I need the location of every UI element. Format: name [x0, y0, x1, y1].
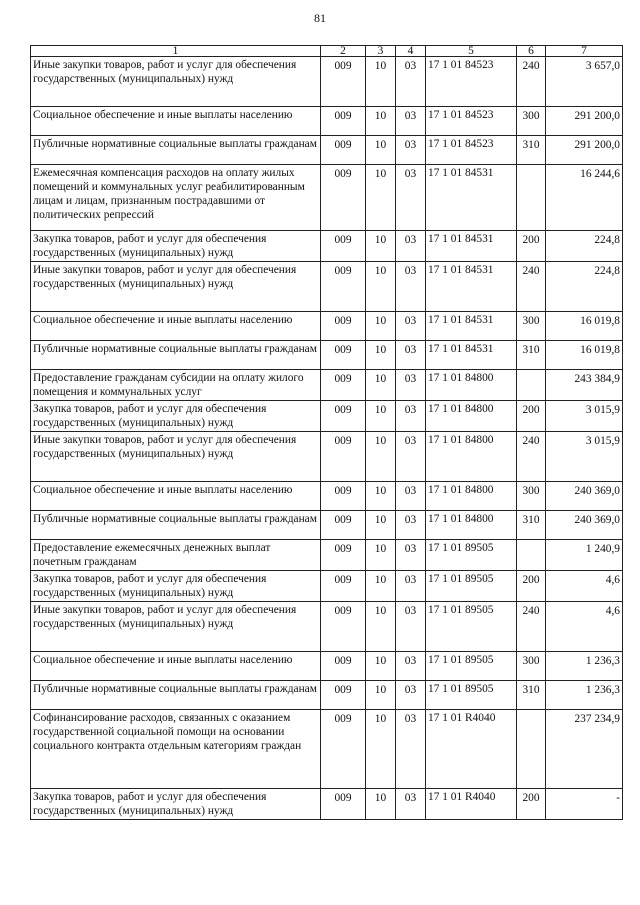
table-row — [31, 165, 623, 231]
header-col-2: 2 — [321, 46, 366, 57]
row-col-2: 009 — [321, 341, 366, 370]
row-col-6: 200 — [517, 789, 546, 820]
row-description: Закупка товаров, работ и услуг для обеспечения государственных (муниципальных) нужд — [31, 401, 321, 432]
row-col-6 — [517, 710, 546, 789]
row-col-5: 17 1 01 89505 — [426, 571, 517, 602]
row-col-7: 291 200,0 — [546, 136, 623, 165]
row-col-2: 009 — [321, 602, 366, 652]
row-col-3: 10 — [366, 107, 396, 136]
table-row — [31, 341, 623, 370]
row-description: Социальное обеспечение и иные выплаты населению — [31, 482, 321, 511]
row-col-2: 009 — [321, 432, 366, 482]
row-col-4: 03 — [396, 136, 426, 165]
row-col-7: 16 019,8 — [546, 312, 623, 341]
row-col-6: 300 — [517, 482, 546, 511]
header-col-3: 3 — [366, 46, 396, 57]
row-col-2: 009 — [321, 312, 366, 341]
header-col-7: 7 — [546, 46, 623, 57]
row-col-5: 17 1 01 R4040 — [426, 710, 517, 789]
row-description: Социальное обеспечение и иные выплаты населению — [31, 107, 321, 136]
table-row — [31, 231, 623, 262]
row-col-3: 10 — [366, 341, 396, 370]
row-col-2: 009 — [321, 401, 366, 432]
row-col-7: 240 369,0 — [546, 482, 623, 511]
row-col-5: 17 1 01 89505 — [426, 602, 517, 652]
table-row — [31, 432, 623, 482]
budget-table — [30, 45, 623, 820]
row-col-4: 03 — [396, 789, 426, 820]
row-col-2: 009 — [321, 511, 366, 540]
row-col-4: 03 — [396, 710, 426, 789]
row-col-2: 009 — [321, 652, 366, 681]
row-col-2: 009 — [321, 789, 366, 820]
row-description: Иные закупки товаров, работ и услуг для обеспечения государственных (муниципальных) нужд — [31, 432, 321, 482]
table-row — [31, 681, 623, 710]
row-col-6: 310 — [517, 681, 546, 710]
table-row — [31, 136, 623, 165]
row-col-3: 10 — [366, 482, 396, 511]
table-row — [31, 312, 623, 341]
row-col-2: 009 — [321, 681, 366, 710]
row-col-6: 310 — [517, 341, 546, 370]
row-col-5: 17 1 01 84523 — [426, 57, 517, 107]
row-col-4: 03 — [396, 165, 426, 231]
header-col-4: 4 — [396, 46, 426, 57]
row-col-6: 300 — [517, 312, 546, 341]
row-description: Публичные нормативные социальные выплаты гражданам — [31, 681, 321, 710]
row-col-4: 03 — [396, 540, 426, 571]
row-col-3: 10 — [366, 432, 396, 482]
row-col-2: 009 — [321, 482, 366, 511]
row-col-6 — [517, 370, 546, 401]
row-col-2: 009 — [321, 165, 366, 231]
row-description: Софинансирование расходов, связанных с оказанием государственной социальной помощи на основании социального контракта отдельным категориям граждан — [31, 710, 321, 789]
row-col-3: 10 — [366, 681, 396, 710]
row-col-2: 009 — [321, 231, 366, 262]
row-col-5: 17 1 01 84800 — [426, 432, 517, 482]
row-col-4: 03 — [396, 107, 426, 136]
row-col-5: 17 1 01 89505 — [426, 652, 517, 681]
row-col-7: 3 657,0 — [546, 57, 623, 107]
row-col-6: 200 — [517, 571, 546, 602]
row-description: Иные закупки товаров, работ и услуг для обеспечения государственных (муниципальных) нужд — [31, 262, 321, 312]
table-row — [31, 401, 623, 432]
table-body — [31, 57, 623, 820]
row-col-4: 03 — [396, 231, 426, 262]
table-row — [31, 571, 623, 602]
row-col-7: 16 019,8 — [546, 341, 623, 370]
row-description: Закупка товаров, работ и услуг для обеспечения государственных (муниципальных) нужд — [31, 231, 321, 262]
row-col-4: 03 — [396, 262, 426, 312]
row-col-4: 03 — [396, 401, 426, 432]
row-col-3: 10 — [366, 401, 396, 432]
row-col-6: 310 — [517, 136, 546, 165]
row-col-3: 10 — [366, 540, 396, 571]
row-description: Социальное обеспечение и иные выплаты населению — [31, 652, 321, 681]
row-col-7: 1 236,3 — [546, 681, 623, 710]
row-col-3: 10 — [366, 231, 396, 262]
row-col-4: 03 — [396, 571, 426, 602]
row-col-7: 224,8 — [546, 262, 623, 312]
row-col-6 — [517, 540, 546, 571]
table-row — [31, 482, 623, 511]
row-col-2: 009 — [321, 370, 366, 401]
page-number: 81 — [314, 11, 326, 25]
row-description: Публичные нормативные социальные выплаты гражданам — [31, 511, 321, 540]
row-col-5: 17 1 01 84531 — [426, 165, 517, 231]
table-row — [31, 602, 623, 652]
row-col-5: 17 1 01 84800 — [426, 482, 517, 511]
row-col-5: 17 1 01 84800 — [426, 401, 517, 432]
header-col-1: 1 — [31, 46, 321, 57]
row-col-7: 243 384,9 — [546, 370, 623, 401]
table-row — [31, 107, 623, 136]
row-col-7: 1 240,9 — [546, 540, 623, 571]
row-col-3: 10 — [366, 710, 396, 789]
row-col-5: 17 1 01 84800 — [426, 511, 517, 540]
row-description: Ежемесячная компенсация расходов на оплату жилых помещений и коммунальных услуг реабилитированным лицам и лицам, признанным пострадавшими от политических репрессий — [31, 165, 321, 231]
row-col-6: 240 — [517, 432, 546, 482]
row-col-3: 10 — [366, 262, 396, 312]
row-col-2: 009 — [321, 107, 366, 136]
row-col-4: 03 — [396, 57, 426, 107]
row-description: Социальное обеспечение и иные выплаты населению — [31, 312, 321, 341]
row-col-3: 10 — [366, 652, 396, 681]
row-col-4: 03 — [396, 432, 426, 482]
row-col-6: 240 — [517, 57, 546, 107]
row-col-5: 17 1 01 84523 — [426, 107, 517, 136]
row-description: Предоставление ежемесячных денежных выплат почетным гражданам — [31, 540, 321, 571]
row-description: Публичные нормативные социальные выплаты гражданам — [31, 136, 321, 165]
row-col-6 — [517, 165, 546, 231]
row-col-3: 10 — [366, 511, 396, 540]
row-col-7: 240 369,0 — [546, 511, 623, 540]
row-col-3: 10 — [366, 136, 396, 165]
row-description: Предоставление гражданам субсидии на оплату жилого помещения и коммунальных услуг — [31, 370, 321, 401]
row-col-7: 3 015,9 — [546, 401, 623, 432]
row-description: Публичные нормативные социальные выплаты гражданам — [31, 341, 321, 370]
row-description: Закупка товаров, работ и услуг для обеспечения государственных (муниципальных) нужд — [31, 571, 321, 602]
row-col-2: 009 — [321, 57, 366, 107]
row-col-5: 17 1 01 84531 — [426, 262, 517, 312]
row-col-7: 291 200,0 — [546, 107, 623, 136]
row-col-6: 300 — [517, 652, 546, 681]
row-col-4: 03 — [396, 370, 426, 401]
row-col-4: 03 — [396, 681, 426, 710]
row-col-4: 03 — [396, 482, 426, 511]
row-col-3: 10 — [366, 57, 396, 107]
table-row — [31, 370, 623, 401]
table-row — [31, 652, 623, 681]
table-row — [31, 262, 623, 312]
row-col-3: 10 — [366, 370, 396, 401]
row-col-4: 03 — [396, 341, 426, 370]
row-col-4: 03 — [396, 602, 426, 652]
row-col-2: 009 — [321, 571, 366, 602]
row-col-2: 009 — [321, 540, 366, 571]
header-col-6: 6 — [517, 46, 546, 57]
row-col-6: 300 — [517, 107, 546, 136]
row-col-7: 3 015,9 — [546, 432, 623, 482]
row-col-7: - — [546, 789, 623, 820]
row-col-7: 16 244,6 — [546, 165, 623, 231]
row-col-5: 17 1 01 89505 — [426, 540, 517, 571]
row-col-2: 009 — [321, 136, 366, 165]
row-col-2: 009 — [321, 710, 366, 789]
row-col-5: 17 1 01 R4040 — [426, 789, 517, 820]
table-row — [31, 789, 623, 820]
row-col-5: 17 1 01 84523 — [426, 136, 517, 165]
row-col-6: 200 — [517, 401, 546, 432]
row-col-3: 10 — [366, 789, 396, 820]
row-col-5: 17 1 01 84531 — [426, 231, 517, 262]
row-col-6: 240 — [517, 602, 546, 652]
table-row — [31, 710, 623, 789]
row-col-3: 10 — [366, 165, 396, 231]
row-col-6: 310 — [517, 511, 546, 540]
row-col-7: 237 234,9 — [546, 710, 623, 789]
row-col-4: 03 — [396, 652, 426, 681]
row-col-7: 1 236,3 — [546, 652, 623, 681]
row-col-6: 200 — [517, 231, 546, 262]
header-col-5: 5 — [426, 46, 517, 57]
row-col-3: 10 — [366, 571, 396, 602]
row-col-2: 009 — [321, 262, 366, 312]
row-col-6: 240 — [517, 262, 546, 312]
row-col-5: 17 1 01 84531 — [426, 341, 517, 370]
row-description: Закупка товаров, работ и услуг для обеспечения государственных (муниципальных) нужд — [31, 789, 321, 820]
row-description: Иные закупки товаров, работ и услуг для обеспечения государственных (муниципальных) нужд — [31, 57, 321, 107]
row-col-5: 17 1 01 84531 — [426, 312, 517, 341]
row-col-4: 03 — [396, 312, 426, 341]
row-col-3: 10 — [366, 602, 396, 652]
header-row — [31, 46, 623, 57]
row-col-4: 03 — [396, 511, 426, 540]
row-col-5: 17 1 01 89505 — [426, 681, 517, 710]
table-row — [31, 57, 623, 107]
row-description: Иные закупки товаров, работ и услуг для обеспечения государственных (муниципальных) нужд — [31, 602, 321, 652]
row-col-7: 4,6 — [546, 571, 623, 602]
row-col-7: 4,6 — [546, 602, 623, 652]
table-row — [31, 511, 623, 540]
row-col-3: 10 — [366, 312, 396, 341]
row-col-7: 224,8 — [546, 231, 623, 262]
table-row — [31, 540, 623, 571]
row-col-5: 17 1 01 84800 — [426, 370, 517, 401]
